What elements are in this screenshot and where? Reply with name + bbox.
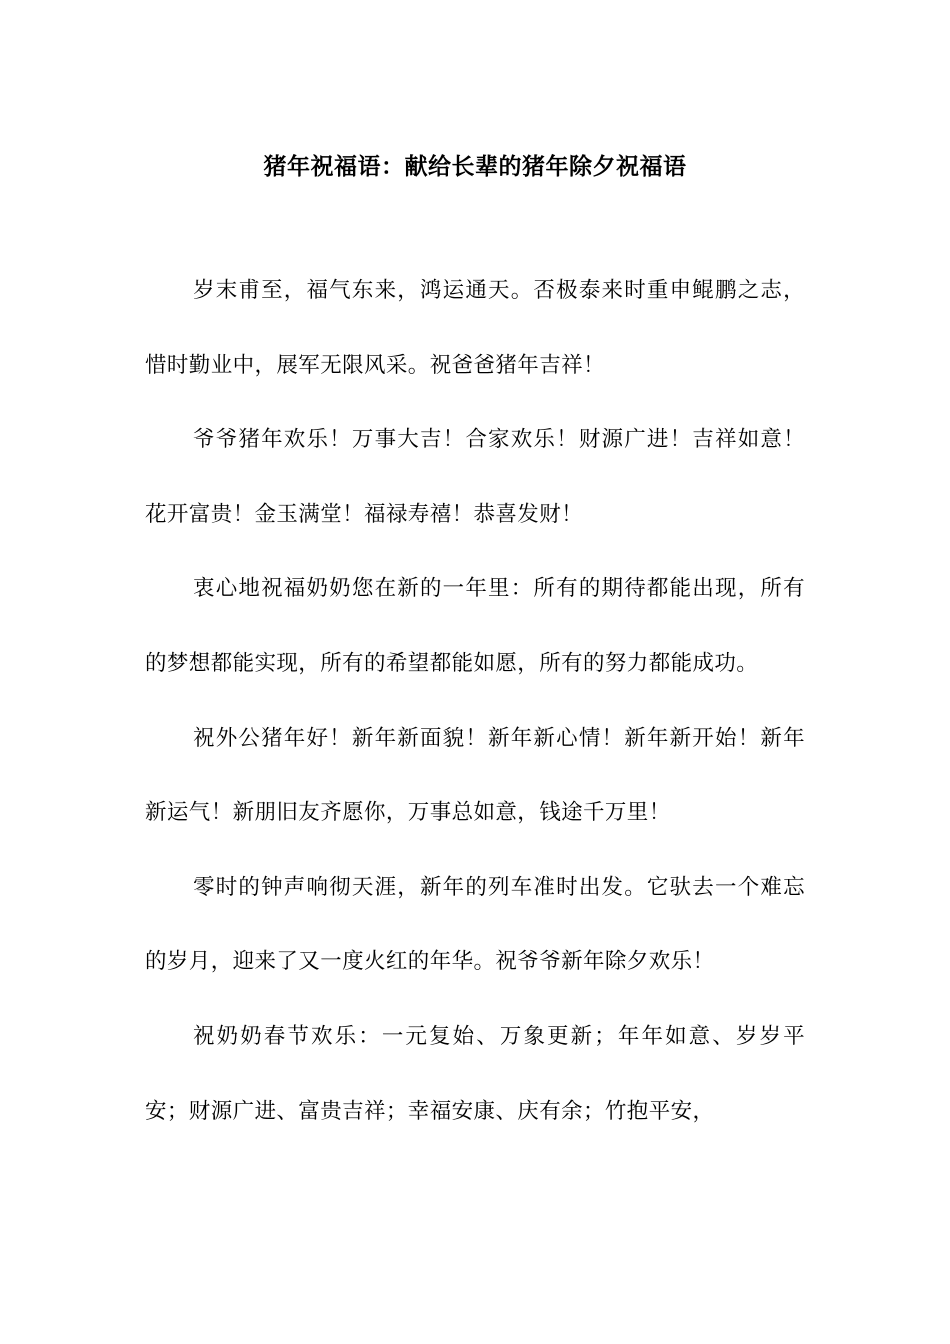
- paragraph: 祝外公猪年好！新年新面貌！新年新心情！新年新开始！新年新运气！新朋旧友齐愿你，万事总如意，钱途千万里！: [145, 725, 805, 826]
- paragraph: 祝奶奶春节欢乐：一元复始、万象更新；年年如意、岁岁平安；财源广进、富贵吉祥；幸福安康、庆有余；竹抱平安，: [145, 1023, 805, 1124]
- paragraph: 零时的钟声响彻天涯，新年的列车准时出发。它驮去一个难忘的岁月，迎来了又一度火红的年华。祝爷爷新年除夕欢乐！: [145, 874, 805, 975]
- paragraph: 衷心地祝福奶奶您在新的一年里：所有的期待都能出现，所有的梦想都能实现，所有的希望都能如愿，所有的努力都能成功。: [145, 576, 805, 676]
- paragraph: 爷爷猪年欢乐！万事大吉！合家欢乐！财源广进！吉祥如意！花开富贵！金玉满堂！福禄寿禧！恭喜发财！: [145, 427, 805, 527]
- document-title: 猪年祝福语：献给长辈的猪年除夕祝福语: [263, 154, 687, 181]
- paragraph: 岁末甫至，福气东来，鸿运通天。否极泰来时重申鲲鹏之志，惜时勤业中，展军无限风采。祝爸爸猪年吉祥！: [145, 278, 805, 378]
- document-body: [145, 254, 805, 1149]
